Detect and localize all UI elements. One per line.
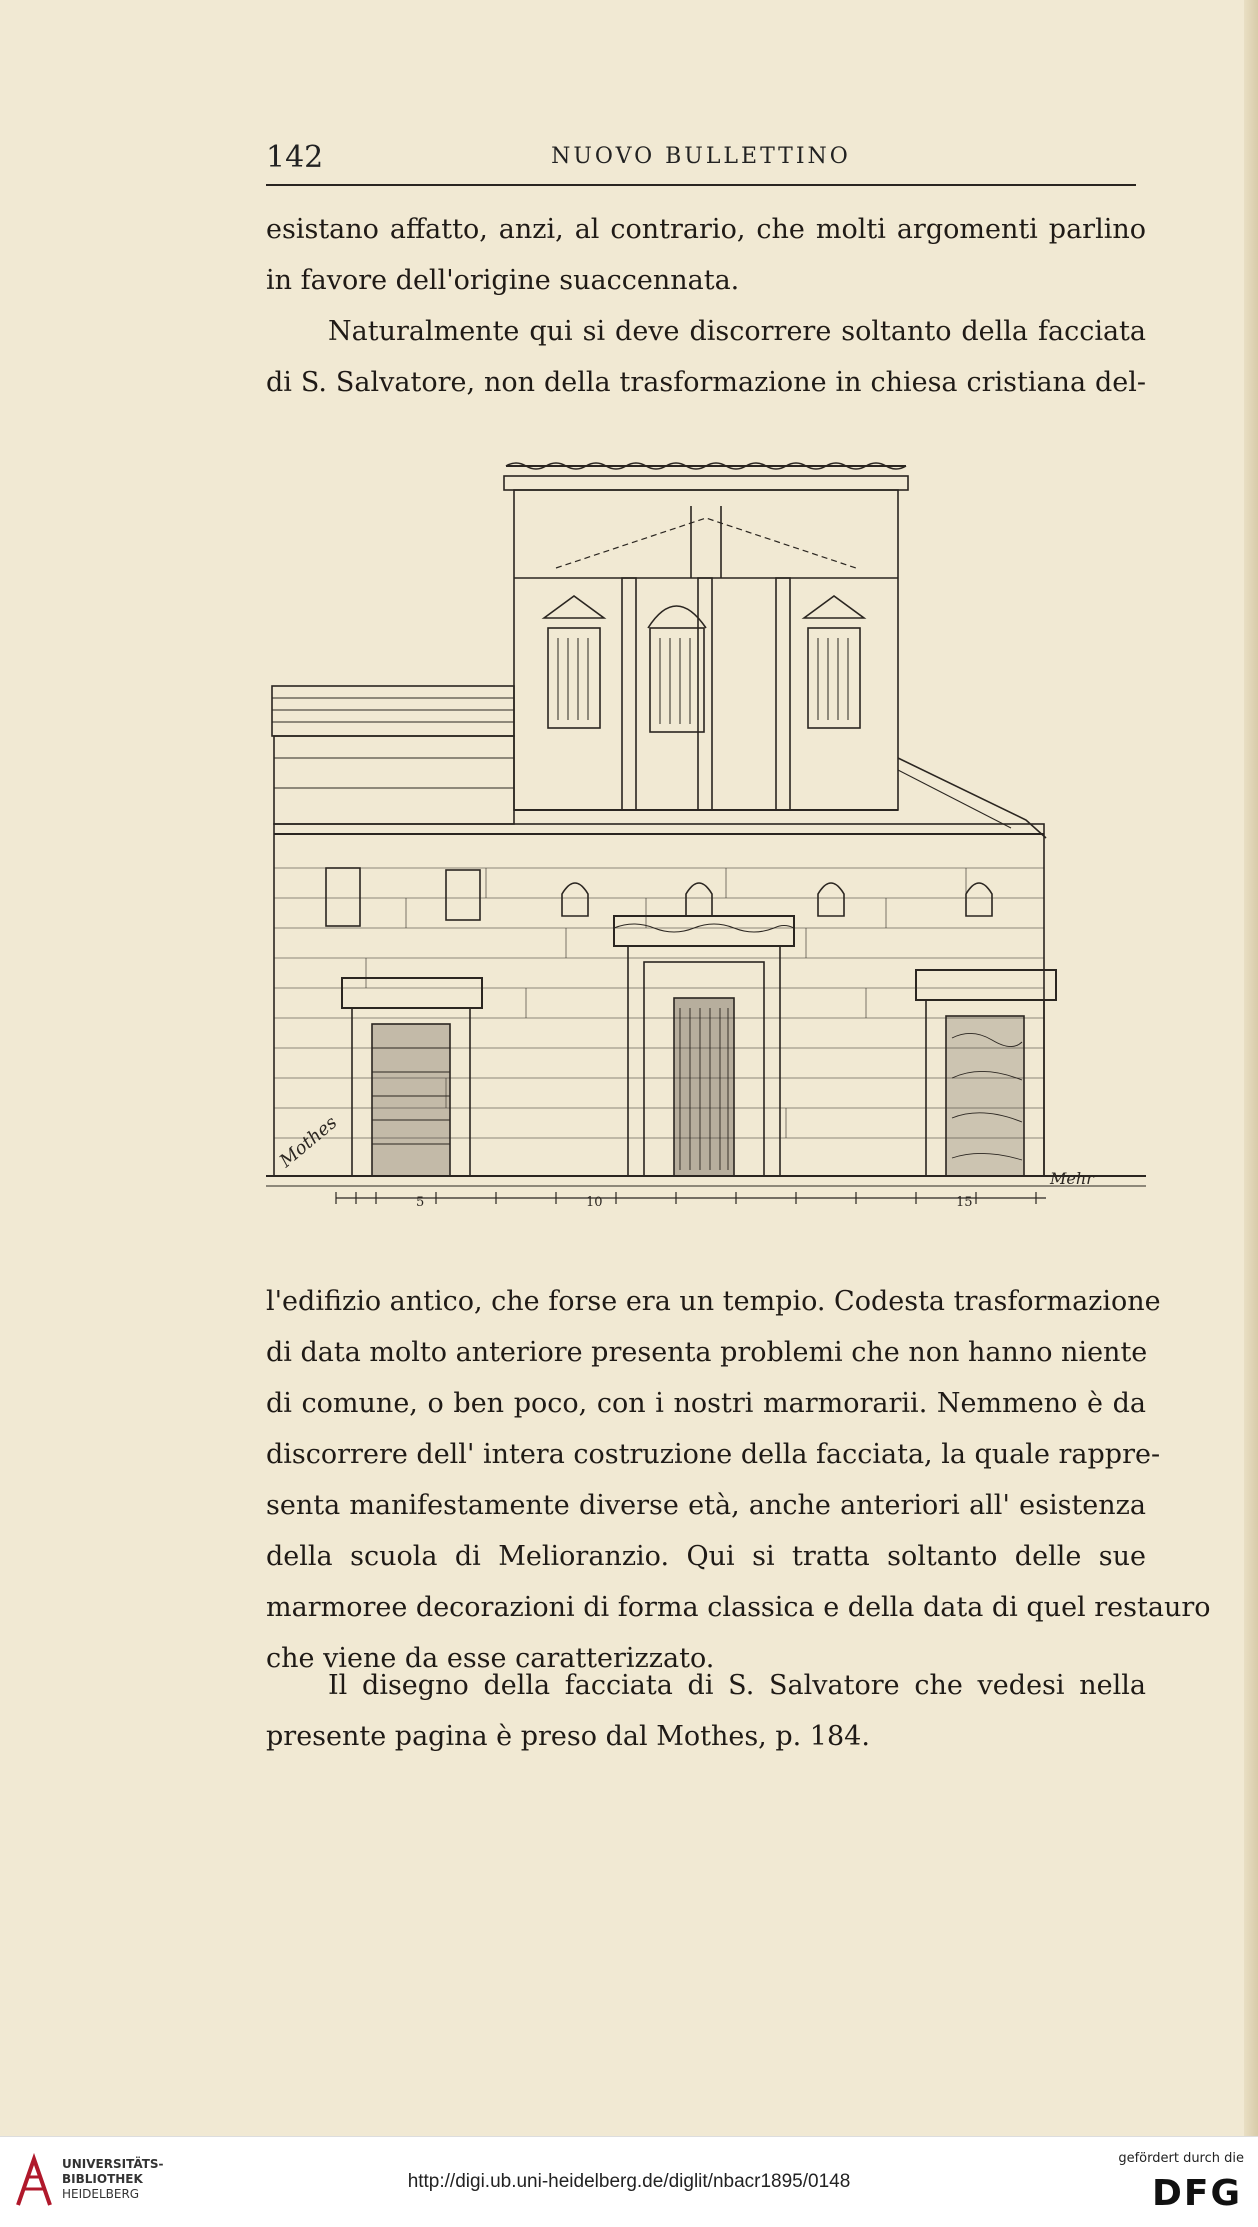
library-name-line: BIBLIOTHEK (62, 2172, 143, 2186)
text-line: esistano affatto, anzi, al contrario, che molti argomenti parlino (266, 214, 1146, 245)
upper-tower (504, 463, 908, 810)
text-line: senta manifestamente diverse età, anche anteriori all' esistenza (266, 1490, 1146, 1521)
paragraph-1 (266, 204, 1146, 306)
text-line: presente pagina è preso dal Mothes, p. 184. (266, 1721, 870, 1752)
text-line: Il disegno della facciata di S. Salvatore che vedesi nella (328, 1670, 1146, 1701)
paragraph-4 (266, 1660, 1146, 1762)
text-line: di S. Salvatore, non della trasformazione in chiesa cristiana del- (266, 367, 1146, 398)
library-name-line: HEIDELBERG (62, 2187, 140, 2201)
side-roofs (272, 686, 1046, 838)
page-number: 142 (266, 140, 324, 175)
funded-by-label: gefördert durch die (1118, 2151, 1244, 2166)
page-header (266, 140, 1136, 186)
text-line: discorrere dell' intera costruzione della facciata, la quale rappre- (266, 1439, 1161, 1470)
scale-label: 10 (586, 1195, 603, 1208)
scale-bar (336, 1192, 1046, 1204)
paragraph-2 (266, 306, 1146, 408)
artist-signature-left: Mothes (275, 1112, 342, 1172)
page-edge (1244, 0, 1258, 2136)
viewer-footer (0, 2136, 1258, 2227)
scale-label: 15 (956, 1195, 973, 1208)
artist-signature-right: Mehr (1050, 1169, 1094, 1188)
text-line: marmoree decorazioni di forma classica e della data di quel restauro (266, 1592, 1211, 1623)
text-line: della scuola di Melioranzio. Qui si tratta soltanto delle sue (266, 1541, 1146, 1572)
facade-illustration (266, 458, 1146, 1208)
text-line: in favore dell'origine suaccennata. (266, 265, 740, 296)
running-title: NUOVO BULLETTINO (551, 144, 851, 169)
permalink-url[interactable]: http://digi.ub.uni-heidelberg.de/diglit/nbacr1895/0148 (407, 2171, 851, 2192)
paragraph-3 (266, 1276, 1211, 1684)
text-line: Naturalmente qui si deve discorrere soltanto della facciata (328, 316, 1146, 347)
lower-facade (266, 736, 1146, 1186)
dfg-logo: DFG (1151, 2173, 1242, 2214)
library-name-line: UNIVERSITÄTS- (62, 2157, 164, 2171)
text-line: di comune, o ben poco, con i nostri marmorarii. Nemmeno è da (266, 1388, 1146, 1419)
text-line: l'edifizio antico, che forse era un tempio. Codesta trasformazione (266, 1286, 1161, 1317)
text-line: di data molto anteriore presenta problemi che non hanno niente (266, 1337, 1148, 1368)
text-line: che viene da esse caratterizzato. (266, 1643, 715, 1674)
scale-label: 5 (416, 1195, 425, 1208)
